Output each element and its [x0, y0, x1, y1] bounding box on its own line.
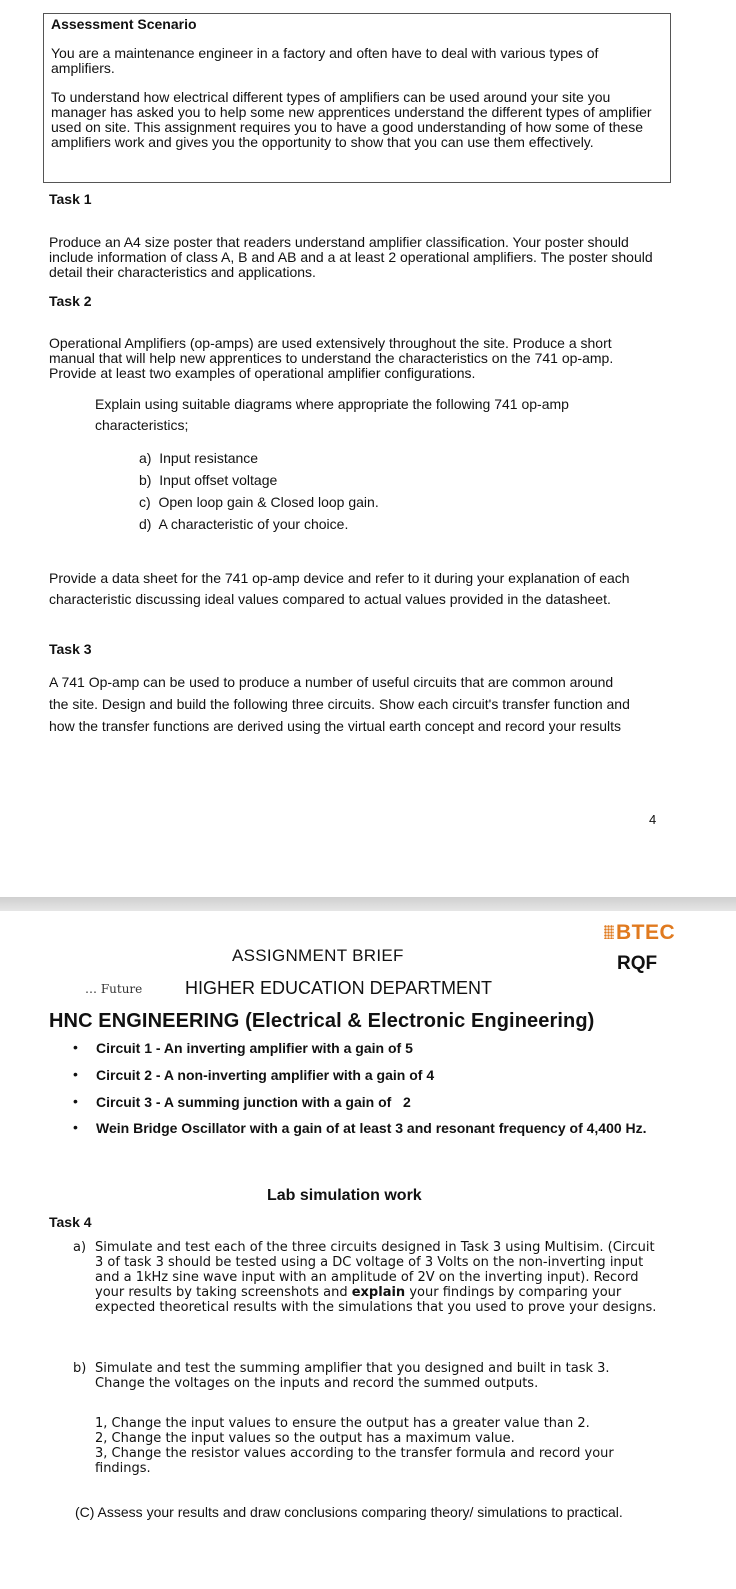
list-item: d) A characteristic of your choice. — [139, 516, 349, 532]
bullet-icon: • — [73, 1039, 78, 1055]
logo-text-btec: BTEC — [616, 921, 676, 944]
logo-dots-icon — [604, 925, 614, 939]
course-title: HNC ENGINEERING (Electrical & Electronic Engineering) — [49, 1010, 595, 1032]
task3-heading: Task 3 — [49, 641, 92, 657]
circuit-item: Circuit 3 - A summing junction with a gain of 2 — [96, 1094, 411, 1110]
assignment-brief-title: ASSIGNMENT BRIEF — [232, 946, 404, 965]
task2-text: Operational Amplifiers (op-amps) are used extensively throughout the site. Produce a short manual that will help new apprentices to understand the characteristics on the 741 op-amp. Provide at least two examples of operational amplifier configurations. — [49, 335, 614, 381]
task1-text: Produce an A4 size poster that readers understand amplifier classification. Your poster should include information of class A, B and AB and a at least 2 operational amplifiers. The poster should detail their characteristics and applications. — [49, 234, 653, 280]
bullet-icon: • — [73, 1093, 78, 1109]
task4-a-marker: a) — [73, 1240, 87, 1255]
task4-a-text: Simulate and test each of the three circuits designed in Task 3 using Multisim. (Circuit 3 of task 3 should be tested using a DC voltage of 3 Volts on the non-inverting input and a 1kHz sine wave input with an amplitude of 2V on the inverting input). Record your results by taking screenshots and explain your findings by comparing your expected theoretical results with the simulations that you used to prove your designs. — [95, 1240, 657, 1315]
page-separator — [0, 897, 736, 911]
future-text-fragment: … Future — [85, 982, 143, 996]
task2-explain: Explain using suitable diagrams where appropriate the following 741 op-amp characteristics; — [95, 396, 569, 433]
logo-text-rqf: RQF — [617, 953, 658, 974]
task2-heading: Task 2 — [49, 293, 92, 309]
circuit-item: Circuit 1 - An inverting amplifier with a gain of 5 — [96, 1040, 413, 1056]
scenario-paragraph-2: To understand how electrical different types of amplifiers can be used around your site you manager has asked you to help some new apprentices understand the different types of amplifier used on site. This assignment requires you to have a good understanding of how some of these amplifiers work and gives you the opportunity to show that you can use them effectively. — [51, 89, 652, 150]
list-item: b) Input offset voltage — [139, 472, 278, 488]
task4-b-step: 3, Change the resistor values according to the transfer formula and record your findings. — [95, 1446, 614, 1476]
task4-b-marker: b) — [73, 1361, 87, 1376]
task4-b-step: 2, Change the input values so the output has a maximum value. — [95, 1431, 515, 1446]
list-item: a) Input resistance — [139, 450, 259, 466]
circuit-item: Circuit 2 - A non-inverting amplifier with a gain of 4 — [96, 1067, 435, 1083]
list-item: c) Open loop gain & Closed loop gain. — [139, 494, 379, 510]
bullet-icon: • — [73, 1066, 78, 1082]
lab-simulation-heading: Lab simulation work — [267, 1187, 422, 1204]
task3-text: A 741 Op-amp can be used to produce a number of useful circuits that are common around the site. Design and build the following three circuits. Show each circuit's transfer function and how the transfer functions are derived using the virtual earth concept and record your results — [49, 674, 630, 734]
circuit-item: Wein Bridge Oscillator with a gain of at least 3 and resonant frequency of 4,400 Hz. — [96, 1120, 647, 1136]
task4-b-step: 1, Change the input values to ensure the output has a greater value than 2. — [95, 1416, 590, 1431]
task4-b-text: Simulate and test the summing amplifier that you designed and built in task 3. Change the voltages on the inputs and record the summed outputs. — [95, 1361, 610, 1391]
task1-heading: Task 1 — [49, 191, 92, 207]
task4-c-text: (C) Assess your results and draw conclusions comparing theory/ simulations to practical. — [75, 1504, 623, 1520]
scenario-paragraph-1: You are a maintenance engineer in a factory and often have to deal with various types of amplifiers. — [51, 45, 599, 76]
department-title: HIGHER EDUCATION DEPARTMENT — [185, 978, 493, 998]
page-number: 4 — [649, 812, 657, 827]
scenario-title: Assessment Scenario — [51, 16, 197, 32]
bullet-icon: • — [73, 1119, 78, 1135]
task4-heading: Task 4 — [49, 1214, 92, 1230]
task2-datasheet-text: Provide a data sheet for the 741 op-amp device and refer to it during your explanation of each characteristic discussing ideal values compared to actual values provided in the datasheet. — [49, 570, 630, 607]
